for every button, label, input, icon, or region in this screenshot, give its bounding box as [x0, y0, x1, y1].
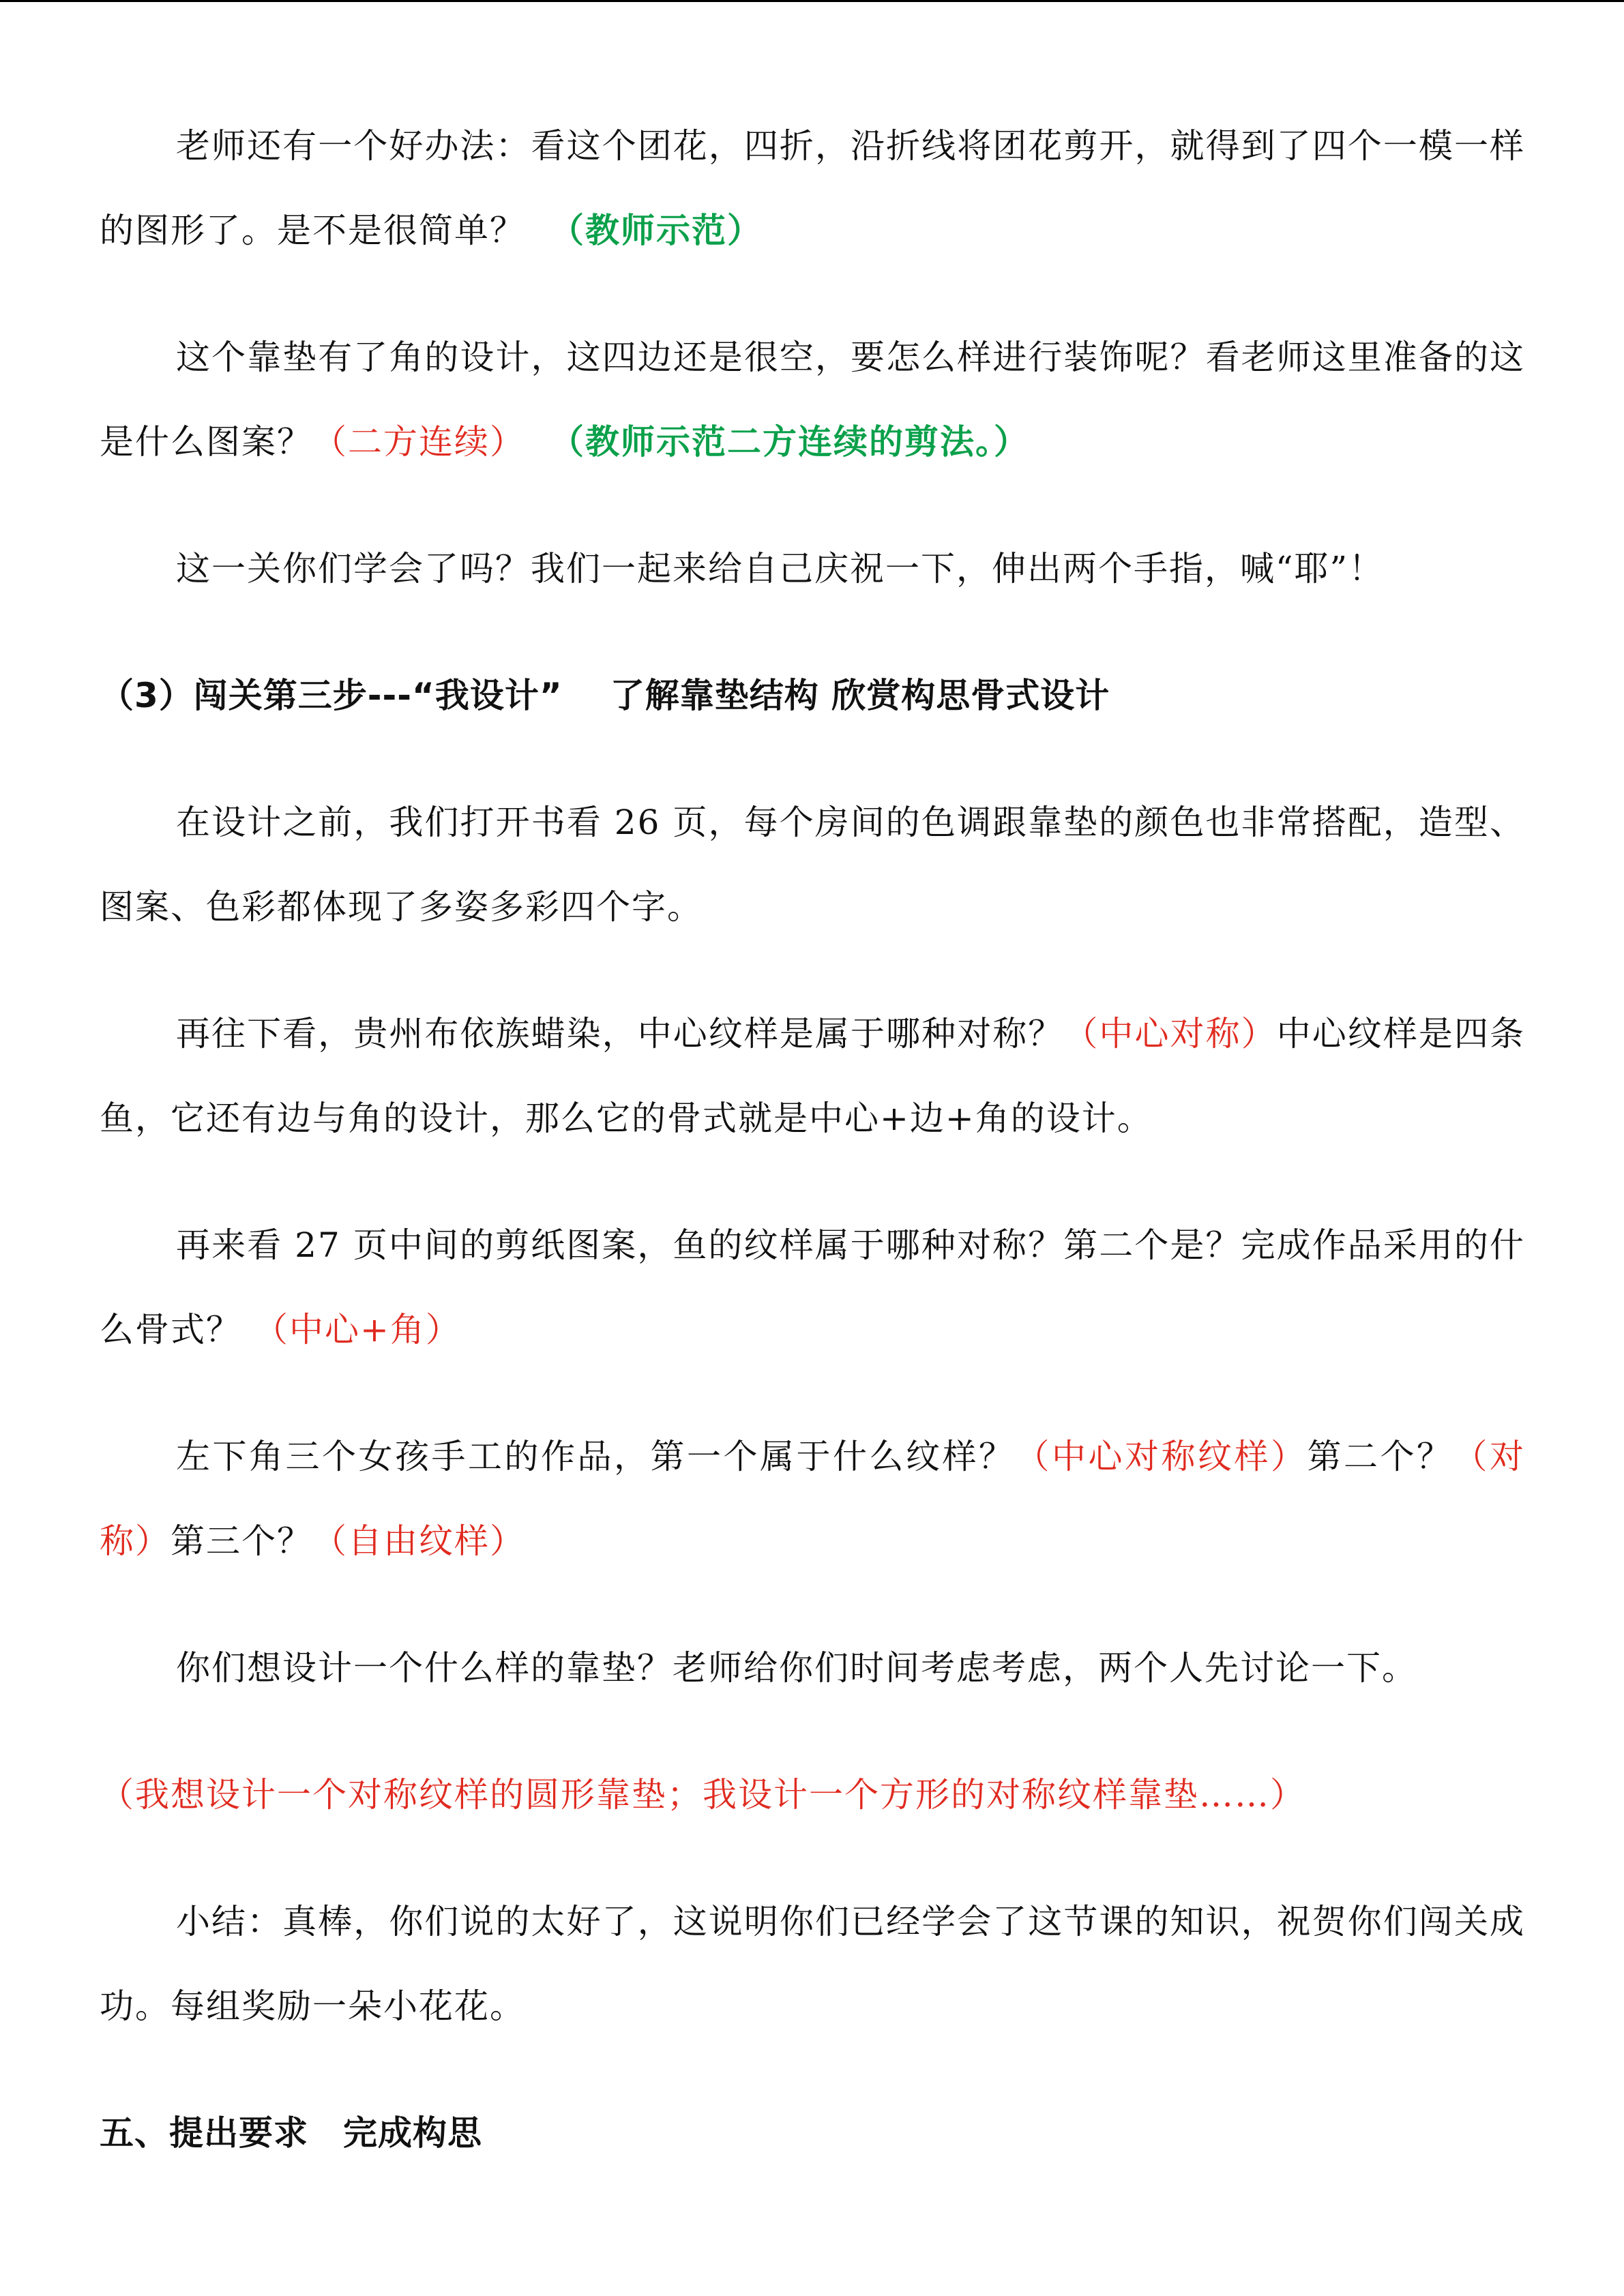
teacher-demo-note: （教师示范二方连续的剪法。）	[550, 422, 1029, 462]
paragraph-batik-analysis	[100, 992, 1525, 1161]
paragraph-text: 第二个？	[1307, 1437, 1453, 1476]
paragraph-text: 第三个？	[171, 1521, 312, 1561]
heading-text: （3）闯关第三步---“我设计”	[100, 676, 563, 715]
top-border-rule	[0, 0, 1624, 2]
answer-note: （中心+角）	[254, 1310, 461, 1350]
paragraph-text: 这个靠垫有了角的设计，这四边还是很空，要怎么样进行装饰呢？看老师这里准备的这是什么图案？	[100, 338, 1525, 462]
answer-note: （中心对称纹样）	[1015, 1437, 1308, 1476]
section-heading-step-three	[100, 653, 1525, 738]
paragraph-text-continued: 中心纹样是四条鱼，它还有边与角的设计，那么它的骨式就是中心+边+角的设计。	[100, 1014, 1526, 1138]
paragraph-design-discussion	[100, 1626, 1525, 1710]
answer-note: （中心对称）	[1063, 1014, 1277, 1054]
teacher-demo-note: （教师示范）	[550, 211, 763, 250]
paragraph-edge-decoration	[100, 315, 1525, 484]
paragraph-text: 老师还有一个好办法：看这个团花，四折，沿折线将团花剪开，就得到了四个一模一样的图形了。是不是很简单？	[100, 126, 1525, 250]
answer-note: （对称）	[100, 1437, 1525, 1561]
heading-subtext: 了解靠垫结构 欣赏构思骨式设计	[610, 676, 1110, 715]
paragraph-girls-handcraft	[100, 1414, 1525, 1583]
paragraph-summary	[100, 1879, 1525, 2048]
paragraph-text: 这一关你们学会了吗？我们一起来给自己庆祝一下，伸出两个手指，喊“耶”！	[176, 549, 1385, 588]
paragraph-text: 在设计之前，我们打开书看 26 页，每个房间的色调跟靠垫的颜色也非常搭配，造型、图案、色彩都体现了多姿多彩四个字。	[100, 803, 1525, 927]
paragraph-paper-cut-method	[100, 104, 1525, 273]
paragraph-text: 你们想设计一个什么样的靠垫？老师给你们时间考虑考虑，两个人先讨论一下。	[176, 1648, 1417, 1688]
answer-note: （二方连续）	[312, 422, 525, 462]
paragraph-text: 左下角三个女孩手工的作品，第一个属于什么纹样？	[176, 1437, 1016, 1476]
section-heading-five	[100, 2091, 1525, 2175]
document-page	[100, 104, 1525, 2218]
paragraph-text: 小结：真棒，你们说的太好了，这说明你们已经学会了这节课的知识，祝贺你们闯关成功。每组奖励一朵小花花。	[100, 1902, 1525, 2026]
paragraph-paper-cut-pattern	[100, 1203, 1525, 1372]
paragraph-celebration	[100, 526, 1525, 611]
heading-text: 五、提出要求 完成构思	[100, 2113, 482, 2153]
paragraph-text: 再来看 27 页中间的剪纸图案，鱼的纹样属于哪种对称？第二个是？完成作品采用的什么骨式？	[100, 1225, 1525, 1350]
paragraph-text: 再往下看，贵州布依族蜡染，中心纹样是属于哪种对称？	[176, 1014, 1064, 1054]
paragraph-text: （我想设计一个对称纹样的圆形靠垫；我设计一个方形的对称纹样靠垫……）	[100, 1775, 1305, 1815]
paragraph-student-answers	[100, 1753, 1525, 1837]
paragraph-textbook-page-26	[100, 780, 1525, 949]
answer-note: （自由纹样）	[312, 1521, 525, 1561]
